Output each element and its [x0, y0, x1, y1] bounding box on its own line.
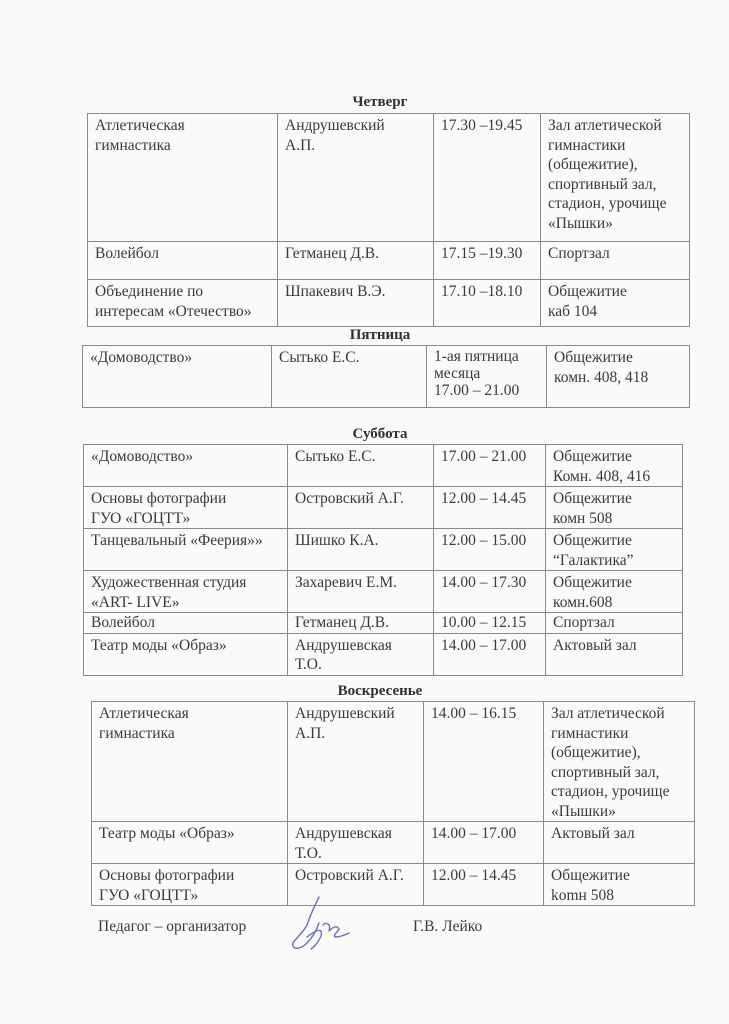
table-row — [92, 822, 695, 864]
teacher-cell: Шпакевич В.Э. — [278, 280, 434, 327]
place-cell: Актовый зал — [544, 822, 695, 864]
signer-name: Г.В. Лейко — [413, 918, 483, 935]
table-row — [88, 242, 690, 280]
table-row — [84, 487, 683, 529]
table-row — [84, 613, 683, 634]
table-row — [84, 445, 683, 487]
schedule-table-friday — [82, 345, 690, 408]
place-cell: Общежитие комн 508 — [546, 487, 683, 529]
activity-cell: Атлетическая гимнастика — [92, 702, 288, 822]
signer-position: Педагог – организатор — [98, 918, 247, 935]
place-cell: Зал атлетической гимнастики (общежитие), спортивный зал, стадион, урочище «Пышки» — [541, 114, 690, 242]
activity-cell: «Домоводство» — [84, 445, 288, 487]
teacher-cell: Андрушевская Т.О. — [288, 633, 434, 675]
teacher-cell: Захаревич Е.М. — [288, 571, 434, 613]
activity-cell: Театр моды «Образ» — [92, 822, 288, 864]
time-cell: 17.15 –19.30 — [434, 242, 541, 280]
place-cell: Общежитие Комн. 408, 416 — [546, 445, 683, 487]
place-cell: Общежитие каб 104 — [541, 280, 690, 327]
teacher-cell: Гетманец Д.В. — [288, 613, 434, 634]
activity-cell: Театр моды «Образ» — [84, 633, 288, 675]
place-cell: Зал атлетической гимнастики (общежитие), спортивный зал, стадион, урочище «Пышки» — [544, 702, 695, 822]
time-cell: 17.10 –18.10 — [434, 280, 541, 327]
time-cell: 14.00 – 16.15 — [424, 702, 544, 822]
time-cell: 12.00 – 14.45 — [434, 487, 546, 529]
table-row — [84, 529, 683, 571]
time-cell: 1-ая пятница месяца 17.00 – 21.00 — [427, 346, 547, 408]
activity-cell: Основы фотографии ГУО «ГОЦТТ» — [92, 864, 288, 906]
teacher-cell: Сытько Е.С. — [288, 445, 434, 487]
time-cell: 10.00 – 12.15 — [434, 613, 546, 634]
schedule-table-sunday — [91, 701, 695, 906]
place-cell: Спортзал — [541, 242, 690, 280]
activity-cell: Художественная студия «ART- LIVE» — [84, 571, 288, 613]
signature-stroke — [293, 897, 349, 949]
activity-cell: Атлетическая гимнастика — [88, 114, 278, 242]
teacher-cell: Андрушевская Т.О. — [288, 822, 424, 864]
activity-cell: Основы фотографии ГУО «ГОЦТТ» — [84, 487, 288, 529]
activity-cell: Танцевальный «Феерия»» — [84, 529, 288, 571]
teacher-cell: Андрушевский А.П. — [288, 702, 424, 822]
place-cell: Общежитие “Галактика” — [546, 529, 683, 571]
table-row — [84, 633, 683, 675]
place-cell: Общежитие комн.608 — [546, 571, 683, 613]
activity-cell: Волейбол — [84, 613, 288, 634]
activity-cell: «Домоводство» — [83, 346, 272, 408]
teacher-cell: Островский А.Г. — [288, 864, 424, 906]
table-row — [83, 346, 690, 408]
place-cell: Актовый зал — [546, 633, 683, 675]
table-row — [84, 571, 683, 613]
signature-image — [287, 895, 367, 955]
schedule-table-thursday — [87, 113, 690, 327]
time-cell: 12.00 – 14.45 — [424, 864, 544, 906]
activity-cell: Объединение по интересам «Отечество» — [88, 280, 278, 327]
place-cell: Общежитие комн. 408, 418 — [547, 346, 690, 408]
teacher-cell: Гетманец Д.В. — [278, 242, 434, 280]
day-heading-saturday: Суббота — [352, 426, 408, 442]
teacher-cell: Сытько Е.С. — [272, 346, 427, 408]
teacher-cell: Андрушевский А.П. — [278, 114, 434, 242]
table-row — [88, 114, 690, 242]
time-cell: 17.00 – 21.00 — [434, 445, 546, 487]
time-cell: 14.00 – 17.00 — [434, 633, 546, 675]
schedule-table-saturday — [83, 444, 683, 676]
table-row — [92, 702, 695, 822]
place-cell: Общежитие komн 508 — [544, 864, 695, 906]
place-cell: Спортзал — [546, 613, 683, 634]
time-cell: 14.00 – 17.30 — [434, 571, 546, 613]
day-heading-thursday: Четверг — [352, 94, 408, 110]
day-heading-sunday: Воскресенье — [337, 683, 423, 699]
time-cell: 12.00 – 15.00 — [434, 529, 546, 571]
activity-cell: Волейбол — [88, 242, 278, 280]
time-cell: 17.30 –19.45 — [434, 114, 541, 242]
table-row — [88, 280, 690, 327]
table-row — [92, 864, 695, 906]
time-cell: 14.00 – 17.00 — [424, 822, 544, 864]
day-heading-friday: Пятница — [349, 327, 411, 343]
teacher-cell: Островский А.Г. — [288, 487, 434, 529]
teacher-cell: Шишко К.А. — [288, 529, 434, 571]
